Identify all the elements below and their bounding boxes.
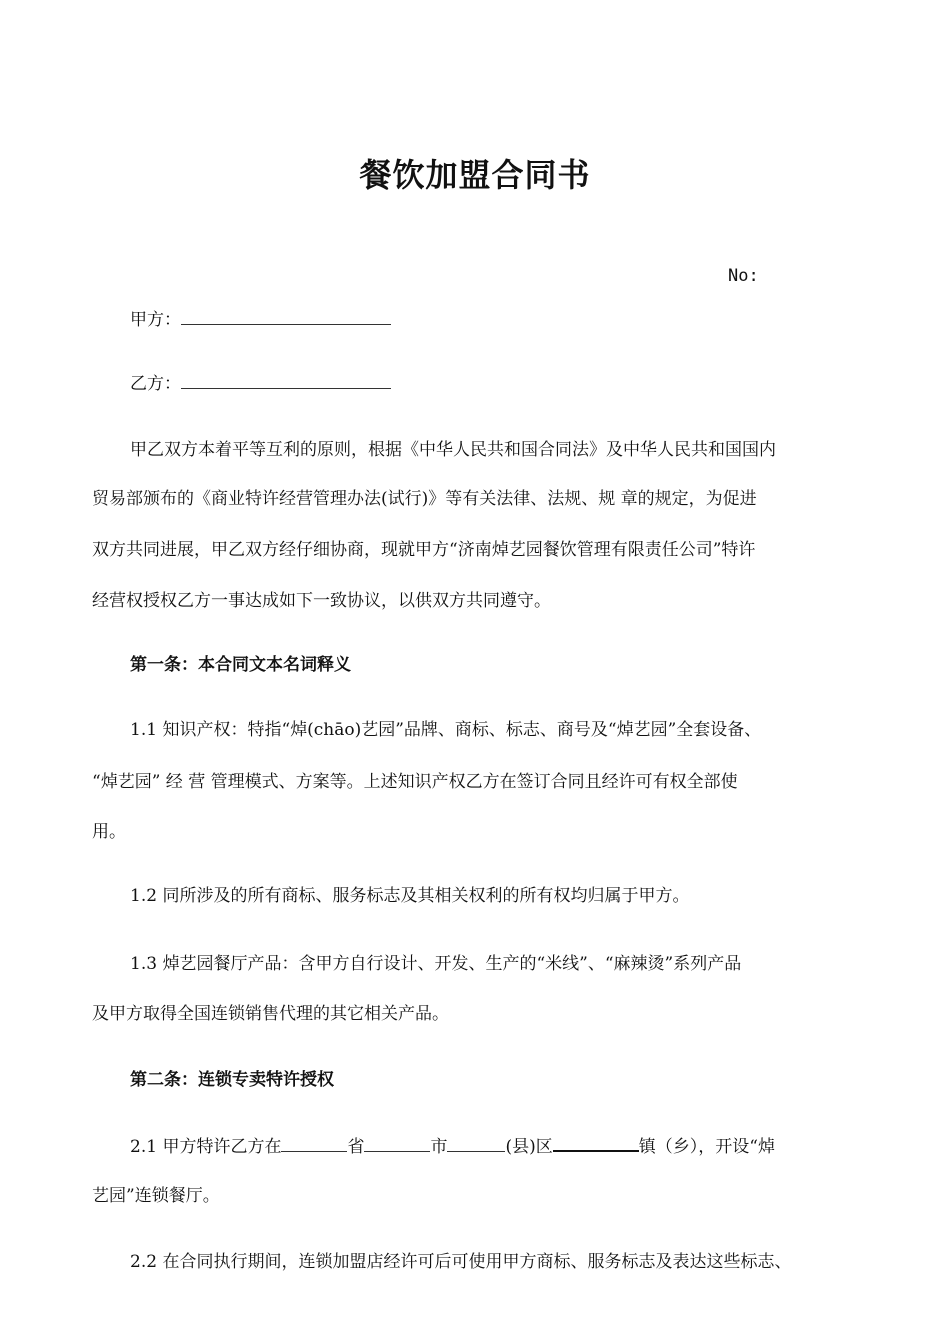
- party-b-label: 乙方：: [130, 374, 181, 394]
- intro-line-1: 甲乙双方本着平等互利的原则，根据《中华人民共和国合同法》及中华人民共和国国内: [130, 440, 776, 460]
- clause-2-1-prefix: 2.1 甲方特许乙方在: [130, 1137, 282, 1157]
- clause-2-1-line-2: 艺园”连锁餐厅。: [92, 1186, 220, 1206]
- intro-line-4: 经营权授权乙方一事达成如下一致协议，以供双方共同遵守。: [92, 591, 551, 611]
- party-b-line: [130, 372, 391, 396]
- contract-number-label: No:: [728, 266, 759, 286]
- clause-2-1-city: 市: [430, 1137, 448, 1157]
- clause-1-2: 1.2 同所涉及的所有商标、服务标志及其相关权利的所有权均归属于甲方。: [130, 886, 690, 906]
- clause-2-1-town: 镇（乡），开设“焯: [638, 1137, 775, 1157]
- intro-line-3: 双方共同进展，甲乙双方经仔细协商，现就甲方“济南焯艺园餐饮管理有限责任公司”特许: [92, 540, 756, 560]
- province-blank: [281, 1135, 347, 1152]
- clause-2-1-province: 省: [347, 1137, 365, 1157]
- clause-1-3-line-2: 及甲方取得全国连锁销售代理的其它相关产品。: [92, 1004, 449, 1024]
- city-blank: [364, 1135, 430, 1152]
- clause-1-1-line-2: “焯艺园” 经 营 管理模式、方案等。上述知识产权乙方在签订合同且经许可有权全部使: [92, 772, 738, 792]
- article-2-heading: 第二条：连锁专卖特许授权: [130, 1070, 334, 1090]
- party-b-blank: [181, 372, 391, 389]
- document-title: 餐饮加盟合同书: [359, 156, 591, 194]
- clause-2-1-county: (县)区: [505, 1137, 553, 1157]
- clause-2-2-line-1: 2.2 在合同执行期间，连锁加盟店经许可后可使用甲方商标、服务标志及表达这些标志、: [130, 1252, 792, 1272]
- party-a-line: [130, 308, 391, 332]
- clause-1-1-line-3: 用。: [92, 822, 126, 842]
- clause-2-1-line-1: [130, 1134, 775, 1159]
- party-a-blank: [181, 308, 391, 325]
- town-blank: [553, 1134, 639, 1152]
- clause-1-3-line-1: 1.3 焯艺园餐厅产品：含甲方自行设计、开发、生产的“米线”、“麻辣烫”系列产品: [130, 954, 742, 974]
- article-1-heading: 第一条：本合同文本名词释义: [130, 655, 351, 675]
- clause-1-1-line-1: 1.1 知识产权：特指“焯(chāo)艺园”品牌、商标、标志、商号及“焯艺园”全套设备、: [130, 720, 762, 740]
- intro-line-2: 贸易部颁布的《商业特许经营管理办法(试行)》等有关法律、法规、规 章的规定，为促进: [92, 489, 757, 509]
- county-blank: [447, 1135, 505, 1152]
- party-a-label: 甲方：: [130, 310, 181, 330]
